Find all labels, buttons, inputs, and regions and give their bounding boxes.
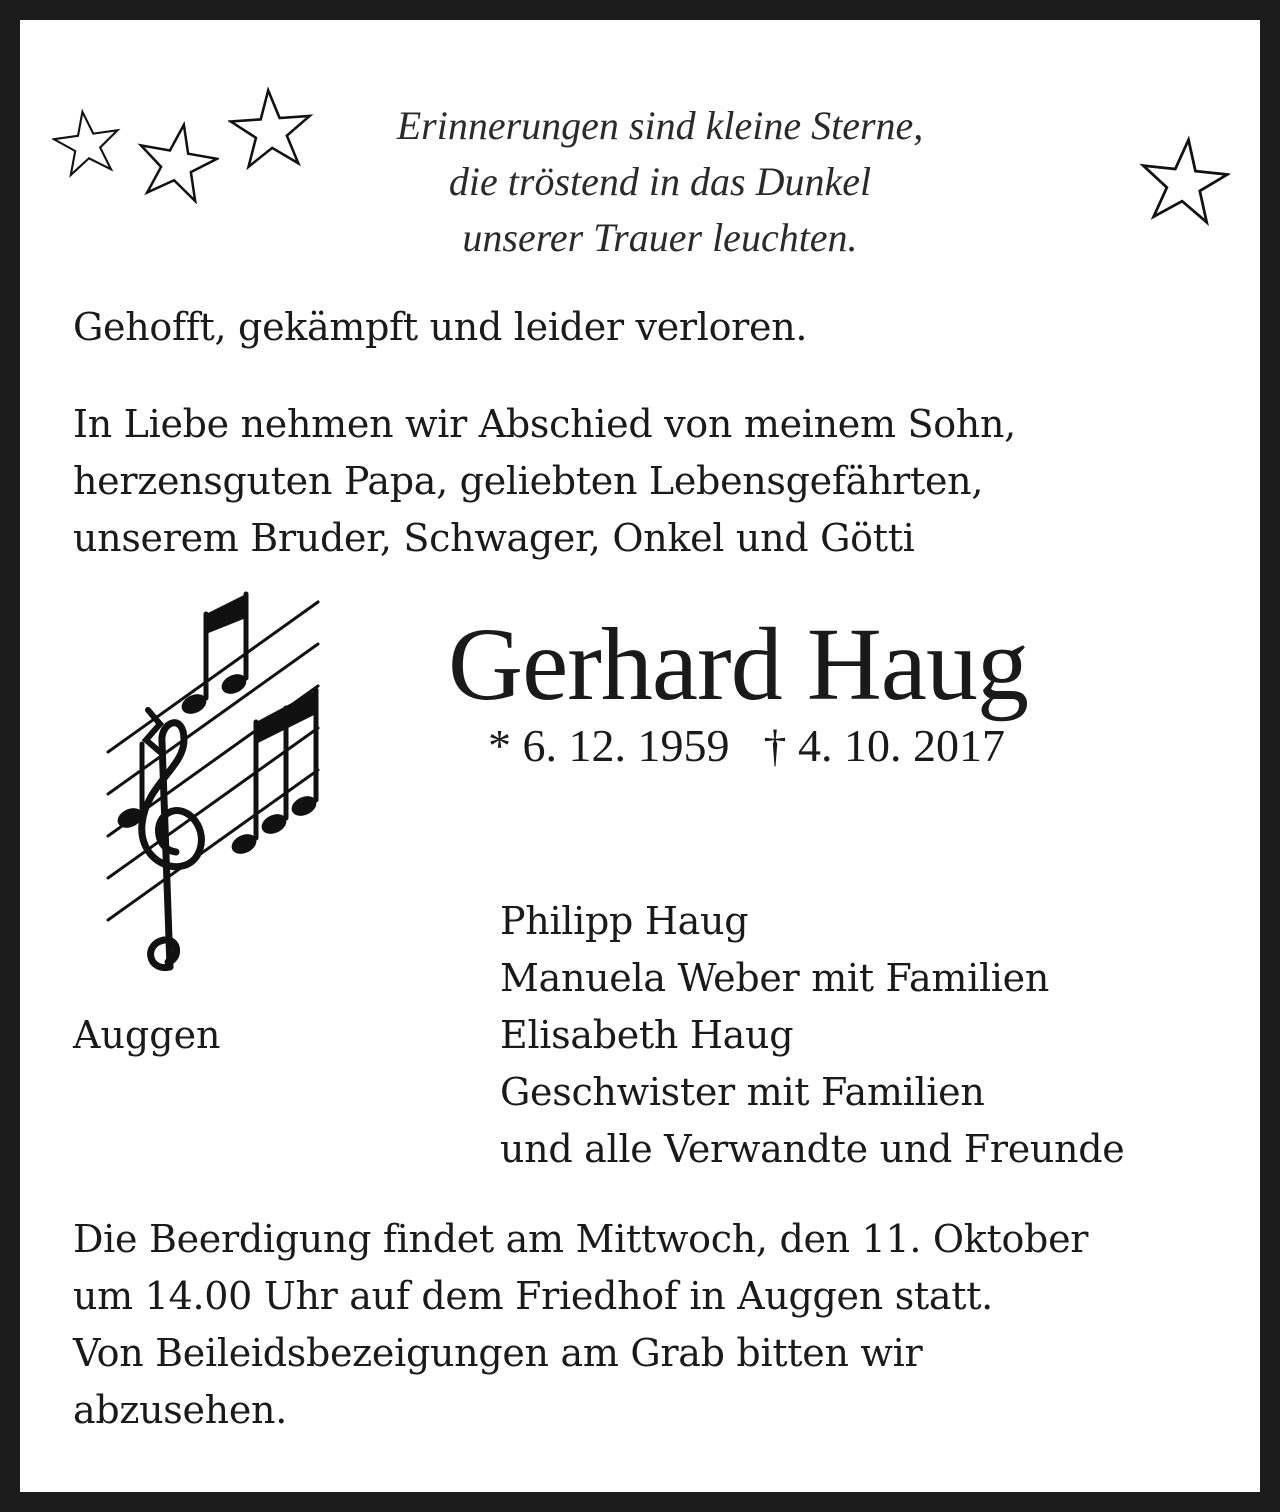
intro-text: Gehofft, gekämpft und leider verloren. [73, 305, 808, 349]
poem-line: unserer Trauer leuchten. [462, 215, 858, 260]
death-date: † 4. 10. 2017 [763, 720, 1005, 771]
funeral-line: um 14.00 Uhr auf dem Friedhof in Auggen statt. [73, 1274, 993, 1318]
funeral-info [73, 1211, 1088, 1439]
mourner: Geschwister mit Familien [500, 1070, 985, 1114]
star-icon [135, 120, 219, 204]
deceased-name: Gerhard Haug [448, 607, 1028, 722]
place: Auggen [73, 1013, 221, 1057]
funeral-line: Die Beerdigung findet am Mittwoch, den 11. Oktober [73, 1217, 1089, 1261]
mourner: Philipp Haug [500, 899, 749, 943]
farewell-line: In Liebe nehmen wir Abschied von meinem Sohn, [73, 402, 1016, 446]
star-icon [228, 86, 314, 172]
funeral-line: abzusehen. [73, 1388, 287, 1432]
poem-line: die tröstend in das Dunkel [448, 159, 872, 204]
mourners-list [500, 893, 1124, 1178]
birth-date: * 6. 12. 1959 [488, 720, 730, 771]
poem-line: Erinnerungen sind kleine Sterne, [396, 103, 924, 148]
mourner: und alle Verwandte und Freunde [500, 1127, 1125, 1171]
life-dates [488, 718, 1005, 774]
farewell-line: herzensguten Papa, geliebten Lebensgefährten, [73, 459, 984, 503]
mourner: Elisabeth Haug [500, 1013, 794, 1057]
poem [320, 98, 1000, 266]
star-icon [52, 108, 122, 178]
star-icon [1138, 135, 1230, 227]
farewell-text [73, 396, 1016, 567]
music-notes-icon [88, 572, 358, 976]
funeral-line: Von Beileidsbezeigungen am Grab bitten wir [73, 1331, 923, 1375]
mourner: Manuela Weber mit Familien [500, 956, 1050, 1000]
farewell-line: unserem Bruder, Schwager, Onkel und Götti [73, 516, 915, 560]
